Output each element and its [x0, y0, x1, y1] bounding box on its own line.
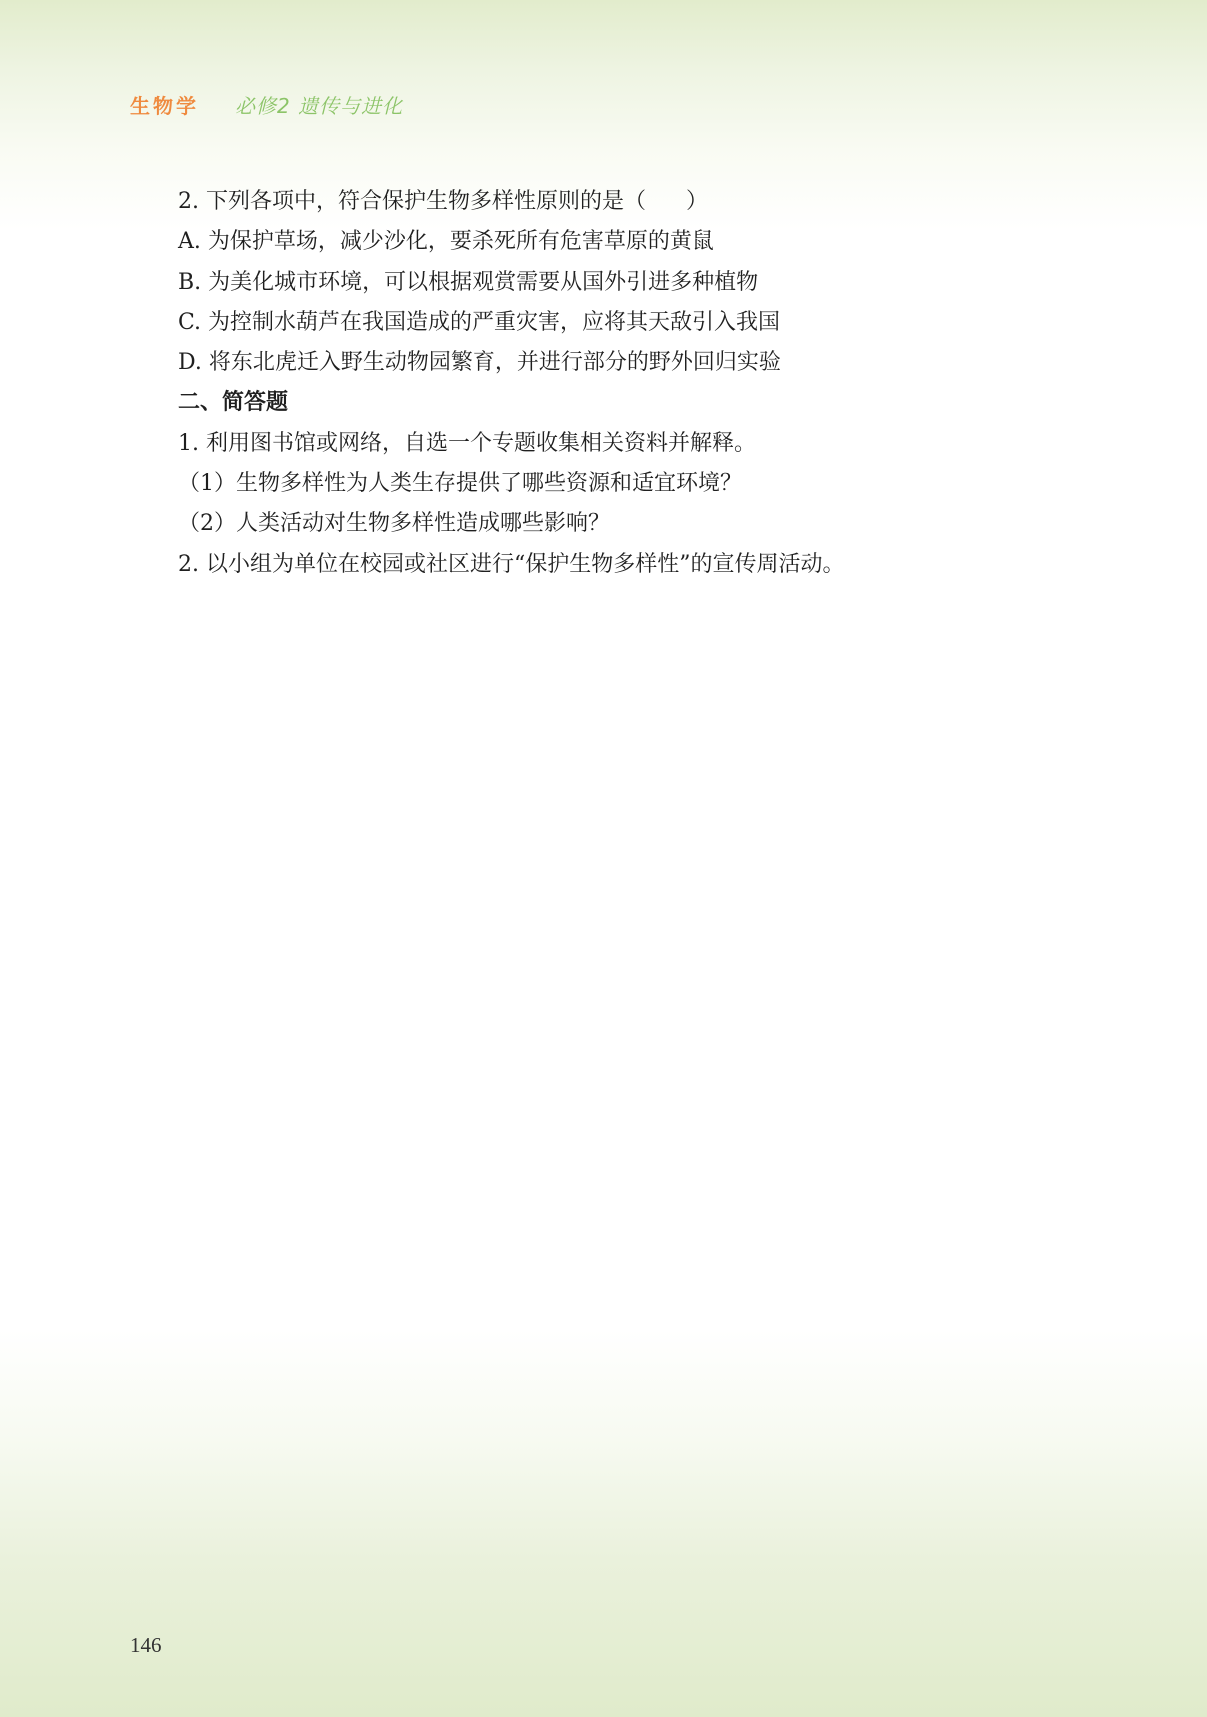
question-2-stem-text: 2. 下列各项中，符合保护生物多样性原则的是（	[178, 189, 646, 214]
question-2-stem-close: ）	[686, 189, 709, 214]
sub-question-1: （1）生物多样性为人类生存提供了哪些资源和适宜环境？	[178, 471, 742, 497]
section-heading: 二、简答题	[178, 390, 289, 416]
book-volume: 必修2 遗传与进化	[235, 94, 404, 118]
page-number: 146	[130, 1633, 162, 1657]
short-answer-question-2: 2. 以小组为单位在校园或社区进行“保护生物多样性”的宣传周活动。	[178, 551, 845, 577]
book-subject: 生物学	[130, 94, 199, 118]
option-d: D. 将东北虎迁入野生动物园繁育，并进行部分的野外回归实验	[178, 350, 781, 376]
option-a: A. 为保护草场，减少沙化，要杀死所有危害草原的黄鼠	[178, 229, 714, 255]
option-b: B. 为美化城市环境，可以根据观赏需要从国外引进多种植物	[178, 269, 759, 295]
sub-question-2: （2）人类活动对生物多样性造成哪些影响？	[178, 511, 610, 537]
running-head	[130, 92, 403, 120]
question-2-stem	[178, 182, 1078, 222]
page-content	[178, 182, 1078, 585]
option-c: C. 为控制水葫芦在我国造成的严重灾害，应将其天敌引入我国	[178, 309, 781, 335]
short-answer-question-1: 1. 利用图书馆或网络，自选一个专题收集相关资料并解释。	[178, 430, 756, 456]
